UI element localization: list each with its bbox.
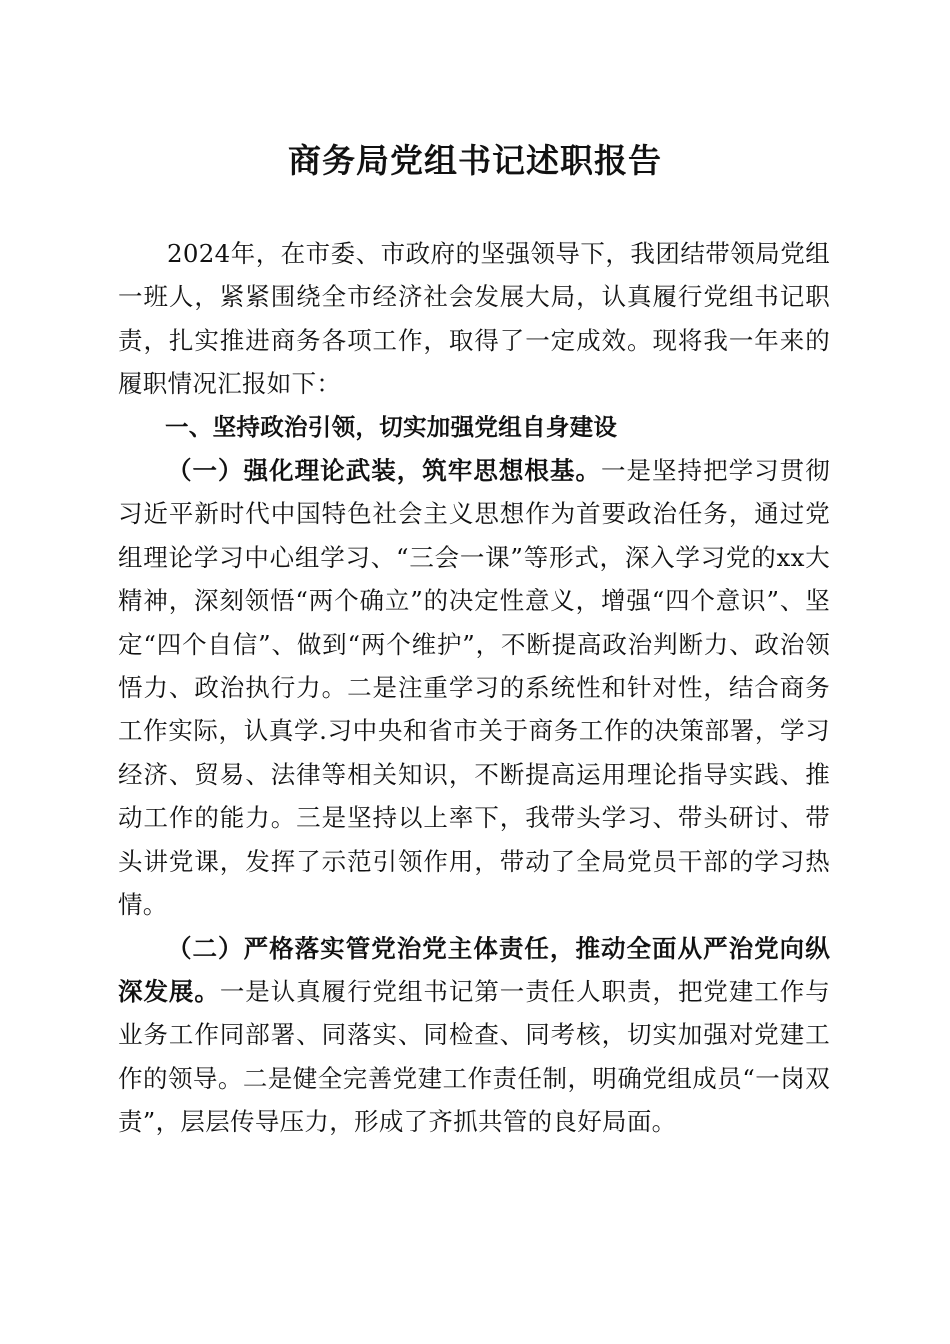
section-heading: 一、坚持政治引领，切实加强党组自身建设 — [165, 412, 618, 441]
intro-paragraph: 2024年，在市委、市政府的坚强领导下，我团结带领局党组一班人，紧紧围绕全市经济社会发展大局，认真履行党组书记职责，扎实推进商务各项工作，取得了一定成效。现将我一年来的履职情况汇报如下： — [118, 239, 830, 399]
subsection-heading-1: （一）强化理论武装，筑牢思想根基。 — [167, 456, 601, 486]
subsection-text-1: 一是坚持把学习贯彻习近平新时代中国特色社会主义思想作为首要政治任务，通过党组理论学习中心组学习、“三会一课”等形式，深入学习党的xx大精神，深刻领悟“两个确立”的决定性意义，增强“四个意识”、坚定“四个自信”、做到“两个维护”，不断提高政治判断力、政治领悟力、政治执行力。二是注重学习的系统性和针对性，结合商务工作实际，认真学.习中央和省市关于商务工作的决策部署，学习经济、贸易、法律等相关知识，不断提高运用理论指导实践、推动工作的能力。三是坚持以上率下，我带头学习、带头研讨、带头讲党课，发挥了示范引领作用，带动了全局党员干部的学习热情。 — [118, 456, 830, 920]
document-title: 商务局党组书记述职报告 — [288, 141, 662, 180]
subsection-paragraph-1 — [118, 449, 830, 926]
subsection-text-2: 一是认真履行党组书记第一责任人职责，把党建工作与业务工作同部署、同落实、同检查、同考核，切实加强对党建工作的领导。二是健全完善党建工作责任制，明确党组成员“一岗双责”，层层传导压力，形成了齐抓共管的良好局面。 — [118, 976, 830, 1137]
subsection-paragraph-2 — [118, 927, 830, 1144]
subsection-heading-2: （二）严格落实管党治党主体责任，推动全面从严治党向纵深发展。 — [118, 933, 830, 1006]
document-body — [118, 232, 830, 1144]
